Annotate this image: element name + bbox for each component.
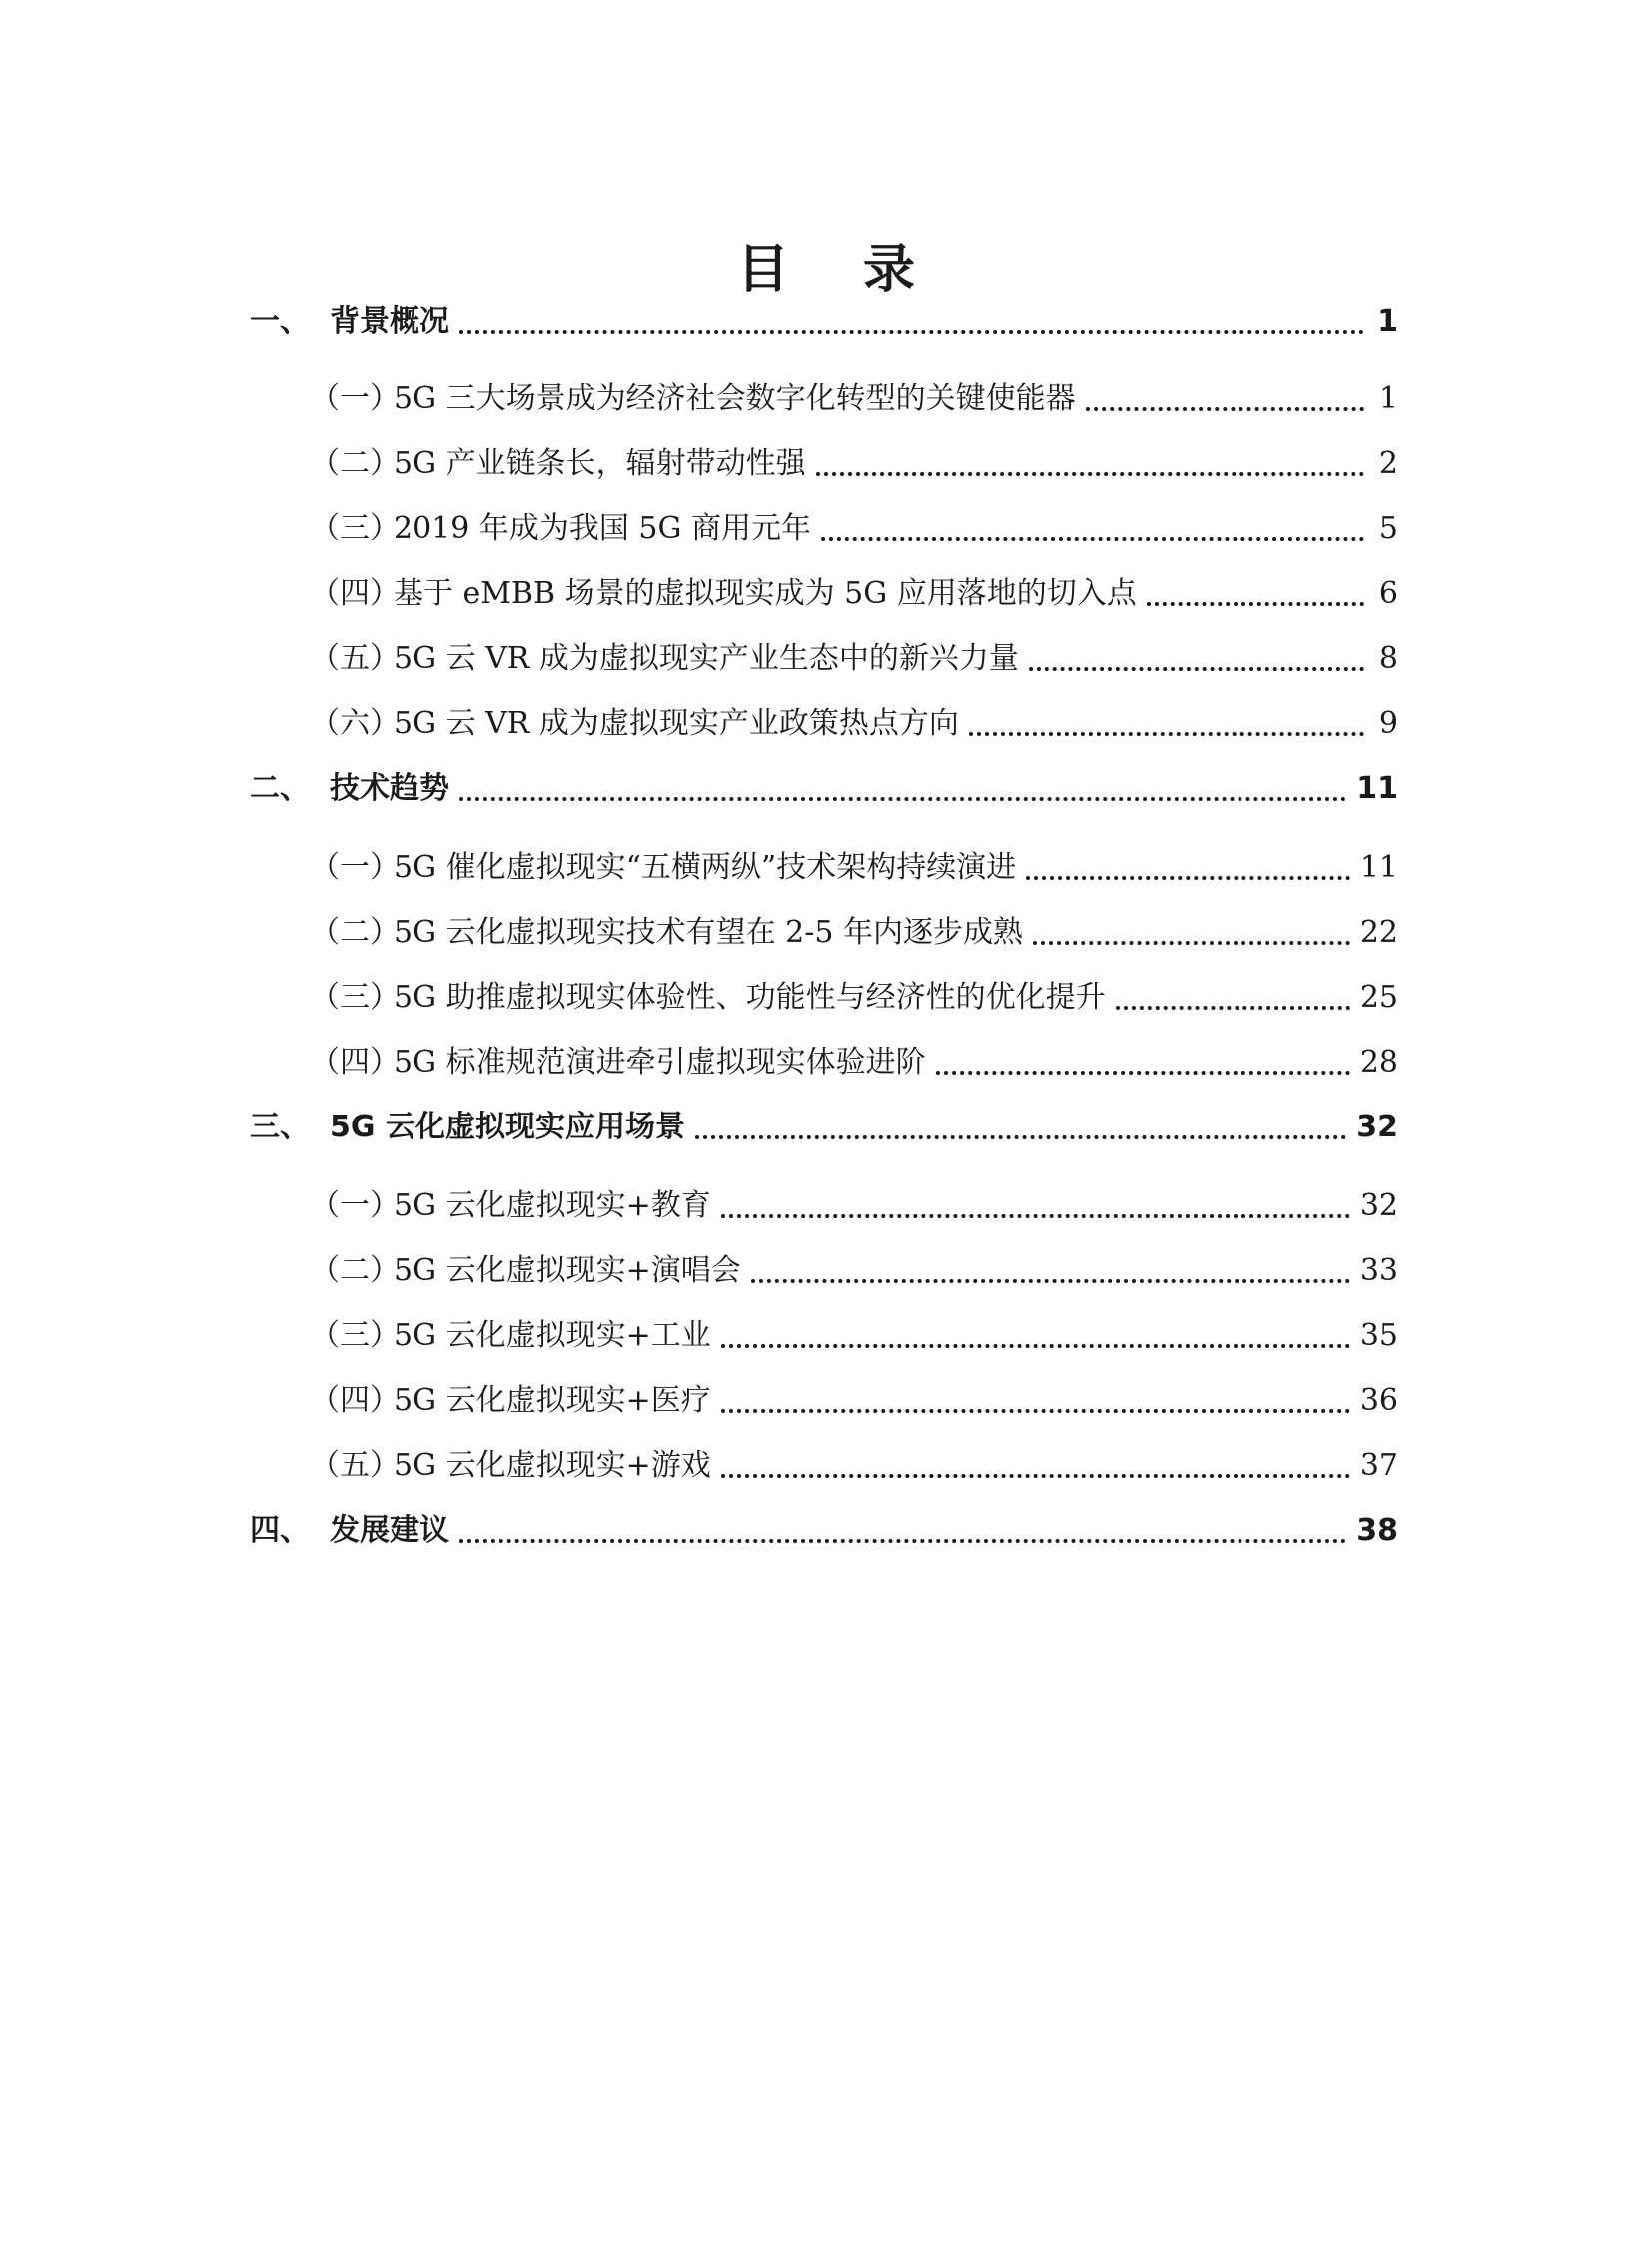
- toc-dot-leader: [1147, 602, 1364, 606]
- toc-dot-leader: [721, 1214, 1350, 1218]
- toc-entry-title: 5G 云化虚拟现实+医疗: [394, 1383, 711, 1418]
- toc-section-entry[interactable]: [250, 1314, 1398, 1358]
- toc-entry-title: 5G 云化虚拟现实+工业: [394, 1318, 711, 1353]
- toc-dot-leader: [821, 537, 1364, 541]
- toc-entry-number: 四、: [250, 1513, 310, 1548]
- toc-chapter-entry[interactable]: [250, 300, 1398, 344]
- toc-dot-leader: [721, 1474, 1350, 1478]
- toc-section-entry[interactable]: [250, 1041, 1398, 1085]
- toc-entry-number: （二）: [310, 446, 400, 481]
- toc-section-entry[interactable]: [250, 1379, 1398, 1423]
- toc-section-entry[interactable]: [250, 637, 1398, 681]
- toc-page-number: 37: [1359, 1448, 1398, 1483]
- toc-page-number: 6: [1378, 576, 1398, 611]
- toc-entry-title: 发展建议: [330, 1513, 449, 1548]
- toc-entry-title: 2019 年成为我国 5G 商用元年: [394, 511, 812, 546]
- toc-entry-title: 基于 eMBB 场景的虚拟现实成为 5G 应用落地的切入点: [394, 576, 1137, 611]
- page-title: 目 录: [736, 239, 944, 300]
- toc-section-entry[interactable]: [250, 1249, 1398, 1293]
- toc-section-entry[interactable]: [250, 377, 1398, 421]
- toc-entry-number: 二、: [250, 771, 310, 806]
- toc-section-entry[interactable]: [250, 507, 1398, 551]
- toc-entry-title: 背景概况: [330, 304, 449, 339]
- toc-entry-number: （四）: [310, 1383, 400, 1418]
- toc-page-number: 2: [1378, 446, 1398, 481]
- toc-entry-title: 技术趋势: [330, 771, 449, 806]
- toc-entry-title: 5G 云化虚拟现实应用场景: [330, 1110, 685, 1144]
- toc-entry-number: （一）: [310, 1188, 400, 1223]
- toc-entry-title: 5G 催化虚拟现实“五横两纵”技术架构持续演进: [394, 850, 1017, 885]
- toc-entry-title: 5G 产业链条长，辐射带动性强: [394, 446, 806, 481]
- toc-dot-leader: [721, 1409, 1350, 1413]
- toc-entry-number: （三）: [310, 980, 400, 1015]
- toc-entry-number: （六）: [310, 706, 400, 741]
- toc-dot-leader: [1026, 876, 1350, 880]
- toc-dot-leader: [459, 1539, 1346, 1543]
- toc-page-number: 32: [1359, 1188, 1398, 1223]
- toc-section-entry[interactable]: [250, 846, 1398, 890]
- toc-entry-title: 5G 云 VR 成为虚拟现实产业生态中的新兴力量: [394, 641, 1019, 676]
- toc-entry-number: 一、: [250, 304, 310, 339]
- toc-dot-leader: [459, 797, 1346, 801]
- toc-page-number: 33: [1359, 1253, 1398, 1288]
- toc-dot-leader: [1033, 941, 1350, 945]
- toc-page-number: 32: [1356, 1110, 1398, 1144]
- toc-page-number: 25: [1359, 980, 1398, 1015]
- toc-section-entry[interactable]: [250, 1184, 1398, 1228]
- toc-entry-title: 5G 云化虚拟现实技术有望在 2-5 年内逐步成熟: [394, 915, 1023, 950]
- toc-entry-title: 5G 标准规范演进牵引虚拟现实体验进阶: [394, 1045, 926, 1080]
- toc-dot-leader: [1086, 407, 1364, 411]
- toc-entry-number: 三、: [250, 1110, 310, 1144]
- toc-dot-leader: [936, 1071, 1350, 1075]
- toc-dot-leader: [816, 472, 1364, 476]
- toc-entry-number: （三）: [310, 511, 400, 546]
- toc-page-number: 1: [1377, 304, 1398, 339]
- toc-section-entry[interactable]: [250, 1444, 1398, 1488]
- toc-page-number: 5: [1378, 511, 1398, 546]
- toc-dot-leader: [695, 1135, 1346, 1139]
- toc-chapter-entry[interactable]: [250, 1106, 1398, 1149]
- toc-entry-title: 5G 云化虚拟现实+演唱会: [394, 1253, 741, 1288]
- toc-entry-number: （四）: [310, 1045, 400, 1080]
- toc-page-number: 36: [1359, 1383, 1398, 1418]
- toc-entry-number: （二）: [310, 915, 400, 950]
- toc-entry-number: （一）: [310, 850, 400, 885]
- toc-section-entry[interactable]: [250, 702, 1398, 746]
- toc-page-number: 8: [1378, 641, 1398, 676]
- toc-section-entry[interactable]: [250, 911, 1398, 955]
- toc-entry-title: 5G 助推虚拟现实体验性、功能性与经济性的优化提升: [394, 980, 1106, 1015]
- toc-entry-number: （三）: [310, 1318, 400, 1353]
- toc-page-number: 28: [1359, 1045, 1398, 1080]
- toc-page-number: 1: [1378, 381, 1398, 416]
- toc-dot-leader: [969, 732, 1364, 736]
- toc-chapter-entry[interactable]: [250, 767, 1398, 811]
- toc-dot-leader: [459, 330, 1364, 334]
- toc-entry-number: （二）: [310, 1253, 400, 1288]
- toc-entry-title: 5G 云化虚拟现实+游戏: [394, 1448, 711, 1483]
- toc-page-number: 35: [1359, 1318, 1398, 1353]
- toc-entry-title: 5G 云 VR 成为虚拟现实产业政策热点方向: [394, 706, 959, 741]
- toc-section-entry[interactable]: [250, 572, 1398, 616]
- toc-dot-leader: [1029, 667, 1364, 671]
- toc-entry-number: （五）: [310, 1448, 400, 1483]
- toc-entry-title: 5G 三大场景成为经济社会数字化转型的关键使能器: [394, 381, 1076, 416]
- toc-chapter-entry[interactable]: [250, 1509, 1398, 1553]
- toc-page-number: 38: [1356, 1513, 1398, 1548]
- toc-dot-leader: [751, 1279, 1350, 1283]
- toc-entry-number: （五）: [310, 641, 400, 676]
- toc-page-number: 9: [1378, 706, 1398, 741]
- toc-section-entry[interactable]: [250, 976, 1398, 1020]
- toc-dot-leader: [1116, 1006, 1350, 1010]
- toc-page-number: 11: [1359, 850, 1398, 885]
- toc-entry-title: 5G 云化虚拟现实+教育: [394, 1188, 711, 1223]
- toc-dot-leader: [721, 1344, 1350, 1348]
- toc-page-number: 11: [1356, 771, 1398, 806]
- toc-page-number: 22: [1359, 915, 1398, 950]
- toc-entry-number: （四）: [310, 576, 400, 611]
- toc-entry-number: （一）: [310, 381, 400, 416]
- toc-section-entry[interactable]: [250, 442, 1398, 486]
